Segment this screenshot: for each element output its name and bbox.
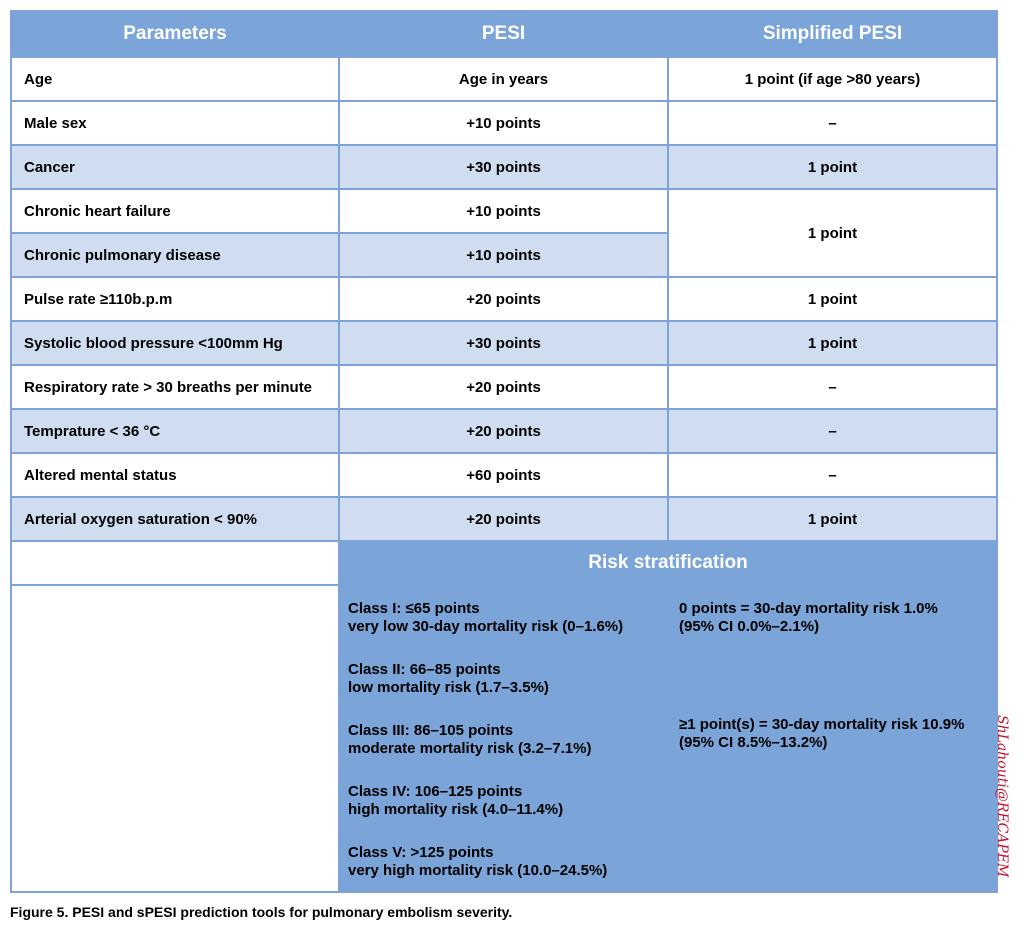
param-cell: Chronic pulmonary disease [11,233,339,277]
pesi-risk-classes [339,585,668,892]
risk-class-item: Class V: >125 points very high mortality risk (10.0–24.5%) [348,844,608,879]
param-cell: Cancer [11,145,339,189]
watermark [994,715,1020,895]
table-row [11,321,997,365]
param-cell: Pulse rate ≥110b.p.m [11,277,339,321]
table-row [11,189,997,233]
pesi-cell: +60 points [339,453,668,497]
pesi-cell: +30 points [339,321,668,365]
table-row [11,101,997,145]
risk-body-row [11,585,997,892]
spesi-cell: – [668,365,997,409]
spesi-merged-cell: 1 point [668,189,997,277]
spesi-risk-item: 0 points = 30-day mortality risk 1.0% (95% CI 0.0%–2.1%) [679,600,938,635]
table-row [11,409,997,453]
pesi-table [10,10,996,893]
param-cell: Temprature < 36 °C [11,409,339,453]
risk-header-row [11,541,997,585]
spesi-cell: – [668,409,997,453]
spesi-cell: 1 point [668,145,997,189]
table-row [11,277,997,321]
param-cell: Altered mental status [11,453,339,497]
figure-caption: Figure 5. PESI and sPESI prediction tools for pulmonary embolism severity. [10,904,513,920]
empty-cell [11,585,339,892]
param-cell: Chronic heart failure [11,189,339,233]
pesi-cell: Age in years [339,57,668,101]
spesi-cell: – [668,453,997,497]
param-cell: Male sex [11,101,339,145]
table-row [11,453,997,497]
header-row [11,11,997,57]
risk-class-item: Class IV: 106–125 points high mortality risk (4.0–11.4%) [348,783,564,818]
spesi-risk [668,585,997,892]
header-pesi: PESI [339,11,668,57]
table-row [11,497,997,541]
spesi-cell: – [668,101,997,145]
pesi-cell: +10 points [339,101,668,145]
table-row [11,145,997,189]
header-parameters: Parameters [11,11,339,57]
risk-class-item: Class I: ≤65 points very low 30-day mortality risk (0–1.6%) [348,600,624,635]
pesi-cell: +20 points [339,365,668,409]
watermark-text: ShLahouti@RECAPEM [994,715,1010,878]
table-row [11,57,997,101]
header-simplified-pesi: Simplified PESI [668,11,997,57]
risk-stratification-title: Risk stratification [339,541,997,585]
risk-class-item: Class II: 66–85 points low mortality risk (1.7–3.5%) [348,661,549,696]
pesi-cell: +10 points [339,233,668,277]
spesi-cell: 1 point [668,277,997,321]
spesi-risk-item: ≥1 point(s) = 30-day mortality risk 10.9% (95% CI 8.5%–13.2%) [679,716,965,751]
empty-cell [11,541,339,585]
pesi-cell: +20 points [339,409,668,453]
param-cell: Arterial oxygen saturation < 90% [11,497,339,541]
risk-class-item: Class III: 86–105 points moderate mortality risk (3.2–7.1%) [348,722,592,757]
spesi-cell: 1 point (if age >80 years) [668,57,997,101]
table-row [11,365,997,409]
pesi-cell: +30 points [339,145,668,189]
pesi-cell: +10 points [339,189,668,233]
pesi-cell: +20 points [339,497,668,541]
param-cell: Age [11,57,339,101]
spesi-cell: 1 point [668,497,997,541]
pesi-cell: +20 points [339,277,668,321]
spesi-cell: 1 point [668,321,997,365]
param-cell: Systolic blood pressure <100mm Hg [11,321,339,365]
param-cell: Respiratory rate > 30 breaths per minute [11,365,339,409]
